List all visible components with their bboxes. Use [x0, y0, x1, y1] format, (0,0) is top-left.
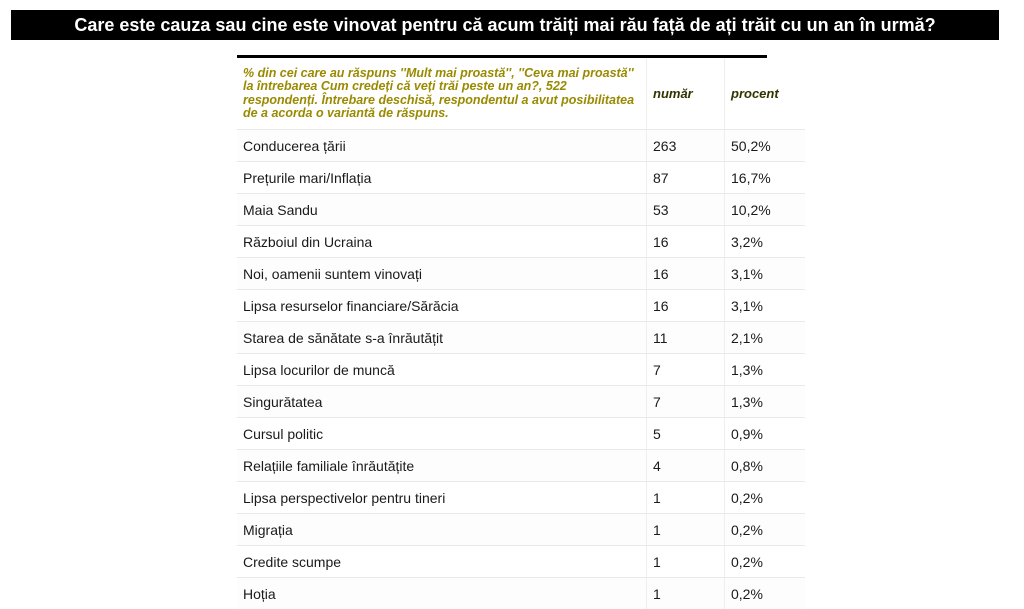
row-number: 7 — [647, 386, 725, 418]
row-percent: 1,3% — [725, 386, 806, 418]
row-number: 7 — [647, 354, 725, 386]
table-row — [237, 482, 805, 514]
row-percent: 3,1% — [725, 290, 806, 322]
row-label: Lipsa locurilor de muncă — [237, 354, 647, 386]
row-percent: 0,9% — [725, 418, 806, 450]
table-row — [237, 194, 805, 226]
row-number: 16 — [647, 226, 725, 258]
row-number: 11 — [647, 322, 725, 354]
table-row — [237, 354, 805, 386]
results-table — [237, 58, 805, 609]
row-number: 263 — [647, 130, 725, 162]
table-row — [237, 226, 805, 258]
table-row — [237, 322, 805, 354]
row-percent: 50,2% — [725, 130, 806, 162]
row-number: 53 — [647, 194, 725, 226]
row-label: Starea de sănătate s-a înrăutățit — [237, 322, 647, 354]
row-percent: 3,2% — [725, 226, 806, 258]
row-percent: 0,2% — [725, 546, 806, 578]
table-row — [237, 386, 805, 418]
row-label: Noi, oamenii suntem vinovați — [237, 258, 647, 290]
table-row — [237, 290, 805, 322]
table-row — [237, 418, 805, 450]
table-row — [237, 450, 805, 482]
table-header-row — [237, 58, 805, 130]
row-label: Hoția — [237, 578, 647, 609]
table-row — [237, 546, 805, 578]
row-label: Maia Sandu — [237, 194, 647, 226]
row-label: Relațiile familiale înrăutățite — [237, 450, 647, 482]
row-number: 1 — [647, 482, 725, 514]
table-row — [237, 514, 805, 546]
table-row — [237, 162, 805, 194]
table-row — [237, 130, 805, 162]
table-row — [237, 578, 805, 609]
row-label: Războiul din Ucraina — [237, 226, 647, 258]
row-percent: 1,3% — [725, 354, 806, 386]
row-number: 4 — [647, 450, 725, 482]
row-label: Singurătatea — [237, 386, 647, 418]
row-percent: 0,2% — [725, 514, 806, 546]
results-table-container — [237, 55, 767, 609]
table-body — [237, 130, 805, 609]
table-row — [237, 258, 805, 290]
row-percent: 3,1% — [725, 258, 806, 290]
page-title: Care este cauza sau cine este vinovat pentru că acum trăiți mai rău față de ați trăit cu un an în urmă? — [11, 10, 999, 40]
row-percent: 10,2% — [725, 194, 806, 226]
row-number: 1 — [647, 578, 725, 609]
row-label: Lipsa perspectivelor pentru tineri — [237, 482, 647, 514]
header-percent: procent — [725, 58, 806, 130]
row-label: Cursul politic — [237, 418, 647, 450]
header-note: % din cei care au răspuns ''Mult mai proastă'', ''Ceva mai proastă'' la întrebarea Cum credeți că veți trăi peste un an?, 522 respondenți. Întrebare deschisă, respondentul a avut posibilitatea de a acorda o variantă de răspuns. — [237, 58, 647, 130]
row-number: 16 — [647, 258, 725, 290]
row-percent: 0,8% — [725, 450, 806, 482]
row-number: 1 — [647, 546, 725, 578]
row-label: Prețurile mari/Inflația — [237, 162, 647, 194]
row-label: Conducerea țării — [237, 130, 647, 162]
row-label: Lipsa resurselor financiare/Sărăcia — [237, 290, 647, 322]
row-percent: 2,1% — [725, 322, 806, 354]
row-number: 16 — [647, 290, 725, 322]
row-percent: 0,2% — [725, 482, 806, 514]
row-label: Credite scumpe — [237, 546, 647, 578]
row-percent: 16,7% — [725, 162, 806, 194]
row-number: 1 — [647, 514, 725, 546]
header-number: număr — [647, 58, 725, 130]
row-percent: 0,2% — [725, 578, 806, 609]
row-number: 87 — [647, 162, 725, 194]
row-number: 5 — [647, 418, 725, 450]
row-label: Migrația — [237, 514, 647, 546]
